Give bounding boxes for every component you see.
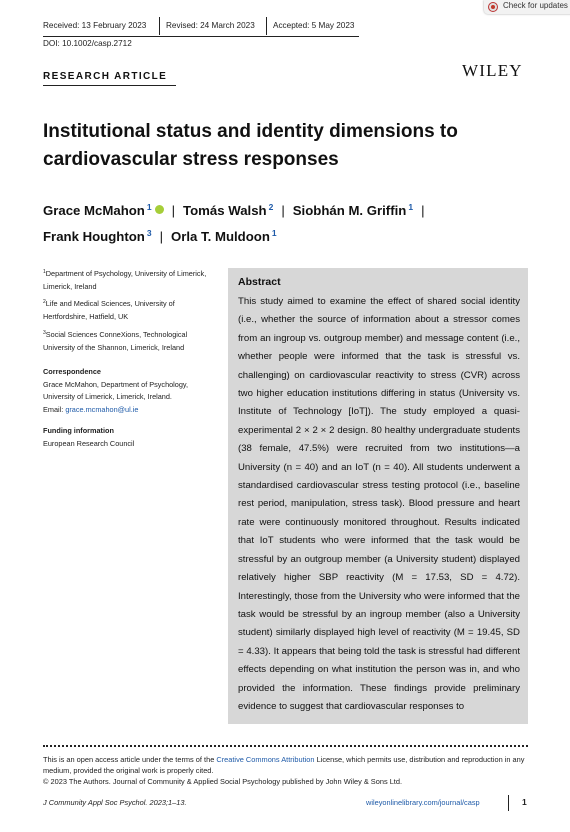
author-separator: |: [281, 203, 285, 218]
affiliation-number: 1: [43, 269, 46, 275]
author-affiliation-ref: 1: [271, 228, 277, 238]
author-separator: |: [159, 229, 163, 244]
author-affiliation-ref: 2: [268, 202, 274, 212]
author-name[interactable]: Tomás Walsh: [183, 203, 267, 218]
author-name[interactable]: Orla T. Muldoon: [171, 229, 270, 244]
license-note: [43, 754, 533, 788]
email-link[interactable]: grace.mcmahon@ul.ie: [65, 404, 139, 414]
article-type: RESEARCH ARTICLE: [43, 71, 168, 82]
correspondence-text: Grace McMahon, Department of Psychology, University of Limerick, Limerick, Ireland.: [43, 379, 189, 401]
journal-citation: J Community Appl Soc Psychol. 2023;1–13.: [43, 798, 187, 807]
doi[interactable]: DOI: 10.1002/casp.2712: [43, 39, 132, 48]
author-name[interactable]: Grace McMahon: [43, 203, 145, 218]
funding-block: [43, 425, 213, 450]
journal-site-link[interactable]: wileyonlinelibrary.com/journal/casp: [366, 798, 480, 807]
affiliation-number: 3: [43, 330, 46, 336]
abstract-heading: Abstract: [238, 276, 281, 288]
affiliation-text: Department of Psychology, University of Limerick, Limerick, Ireland: [43, 269, 207, 291]
affiliation-text: Social Sciences ConneXions, Technological University of the Shannon, Limerick, Ireland: [43, 330, 188, 352]
author-affiliation-ref: 1: [408, 202, 414, 212]
revised-date: Revised: 24 March 2023: [166, 21, 255, 30]
affiliation-text: Life and Medical Sciences, University of Hertfordshire, Hatfield, UK: [43, 299, 175, 321]
author-affiliation-ref: 3: [146, 228, 152, 238]
email-label: Email:: [43, 404, 64, 414]
cc-license-link[interactable]: Creative Commons Attribution: [216, 755, 315, 764]
crossmark-icon: [488, 2, 498, 12]
affiliation: [43, 296, 213, 323]
received-date: Received: 13 February 2023: [43, 21, 147, 30]
article-type-underline: [43, 85, 176, 86]
accepted-date: Accepted: 5 May 2023: [273, 21, 355, 30]
author-name[interactable]: Frank Houghton: [43, 229, 145, 244]
author-name[interactable]: Siobhán M. Griffin: [292, 203, 407, 218]
funding-heading: Funding information: [43, 426, 114, 435]
affiliation-number: 2: [43, 299, 46, 305]
header-rule: [43, 36, 359, 37]
check-for-updates-badge[interactable]: [484, 0, 570, 14]
wiley-logo: WILEY: [462, 61, 523, 80]
footer-divider: [43, 745, 528, 747]
check-for-updates-label: Check for updates: [503, 1, 568, 10]
funding-text: European Research Council: [43, 438, 135, 448]
author-list: [43, 196, 523, 248]
header-divider: [266, 17, 267, 35]
affiliation: [43, 266, 213, 293]
page-number: 1: [522, 797, 527, 807]
copyright-text: © 2023 The Authors. Journal of Community & Applied Social Psychology published by John Wiley & Sons Ltd.: [43, 777, 403, 787]
author-separator: |: [421, 203, 425, 218]
author-separator: |: [171, 203, 176, 218]
abstract-text: This study aimed to examine the effect of shared social identity (i.e., whether the source of information about a stressor comes from an ingroup vs. outgroup member) and message content (i.e., whether people were informed that the task is stressful vs. challenging) on cardiovascular reactivity to stress (CVR) across two higher education institutions differing in status (University vs. Institute of Technology [IoT]). The study employed a quasi-experimental 2 × 2 × 2 design. 80 healthy undergraduate students (38 female, 47.5%) were recruited from two institutions—a University (n = 40) and an IoT (n = 40). All students underwent a standardised cardiovascular stress testing protocol (i.e., baseline rest period, manipulation, stress task). Blood pressure and heart rate were continuously monitored throughout. Results indicated that IoT students who were informed that the task would be stressful by an outgroup member (a University student) displayed relatively higher SBP reactivity (M = 17.53, SD = 4.72). Interestingly, those from the University who were informed that the task would be stressful by an ingroup member (also a University student) similarly displayed high level of reactivity (M = 19.45, SD = 4.33). It appears that being told the task is stressful had different effects depending on what institution the person was in, and who provided the information. These findings provide preliminary evidence to suggest that cardiovascular responses to: [238, 296, 520, 712]
correspondence-heading: Correspondence: [43, 367, 101, 376]
header-divider: [159, 17, 160, 35]
author-affiliation-ref: 1: [146, 202, 152, 212]
license-text: This is an open access article under the terms of the: [43, 755, 217, 764]
article-title: Institutional status and identity dimensions to cardiovascular stress responses: [43, 121, 458, 170]
orcid-icon[interactable]: [155, 205, 164, 214]
license-text: License, which permits use, distribution and reproduction in any medium, provided the original work is properly cited.: [43, 755, 525, 776]
footer-divider-vertical: [508, 795, 509, 811]
correspondence-block: [43, 366, 213, 416]
affiliation: [43, 327, 213, 354]
